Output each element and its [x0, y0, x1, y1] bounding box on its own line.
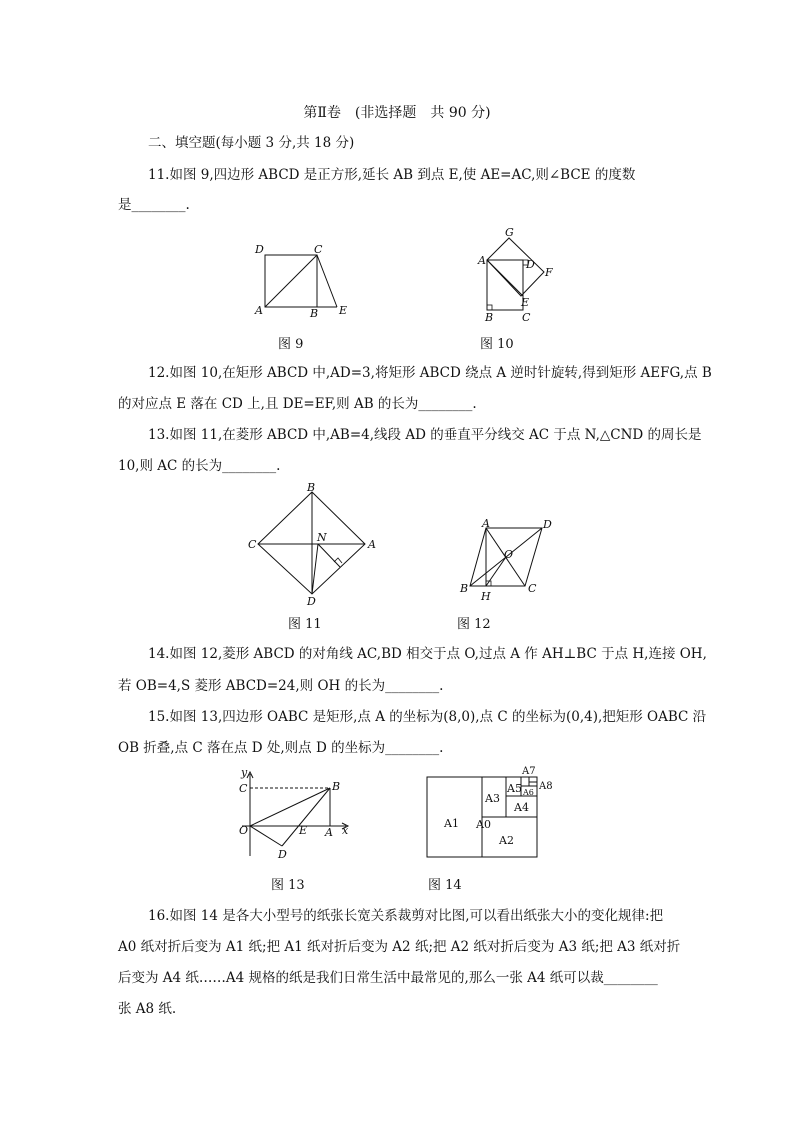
- fig9-label-d: D: [255, 243, 264, 256]
- figure-10: [472, 226, 562, 324]
- q11-line2: 是________.: [118, 197, 190, 213]
- fig14-label-a2: A2: [499, 834, 514, 847]
- fig14-label-a0: A0: [476, 818, 491, 831]
- fig12-caption: 图 12: [457, 617, 491, 632]
- fig13-caption: 图 13: [271, 878, 305, 893]
- fig10-label-c: C: [522, 311, 531, 324]
- fig14-label-a4: A4: [514, 801, 529, 814]
- fig14-label-a3: A3: [485, 792, 500, 805]
- fig13-label-c: C: [239, 782, 248, 795]
- fig14-label-a1: A1: [444, 817, 459, 830]
- fig10-label-e: E: [521, 296, 530, 309]
- fig11-label-d: D: [307, 595, 316, 606]
- figure-9: [250, 240, 360, 320]
- fig9-label-b: B: [310, 307, 319, 320]
- fig12-label-o: O: [504, 548, 514, 561]
- fig12-label-a: A: [482, 518, 490, 530]
- q12-line1: 12.如图 10,在矩形 ABCD 中,AD=3,将矩形 ABCD 绕点 A 逆时针旋转,得到矩形 AEFG,点 B: [148, 365, 712, 381]
- fig12-label-b: B: [460, 582, 469, 595]
- fig12-label-c: C: [528, 582, 537, 595]
- fig14-label-a8: A8: [539, 781, 553, 792]
- q12-line2: 的对应点 E 落在 CD 上,且 DE=EF,则 AB 的长为________.: [118, 396, 477, 412]
- q16-line3: 后变为 A4 纸……A4 规格的纸是我们日常生活中最常见的,那么一张 A4 纸可以裁________: [118, 970, 658, 986]
- fig10-label-g: G: [505, 226, 514, 239]
- q15-line2: OB 折叠,点 C 落在点 D 处,则点 D 的坐标为________.: [118, 740, 444, 756]
- fig9-caption: 图 9: [278, 337, 304, 352]
- fig13-label-b: B: [332, 780, 341, 793]
- fig14-caption: 图 14: [428, 878, 462, 893]
- fig13-label-o: O: [239, 824, 249, 837]
- fig11-label-c: C: [248, 538, 257, 551]
- q14-line2: 若 OB=4,S 菱形 ABCD=24,则 OH 的长为________.: [118, 678, 444, 694]
- fig10-label-d: D: [526, 258, 535, 271]
- figure-14: [420, 762, 560, 862]
- fig11-label-n: N: [317, 531, 327, 544]
- fig11-label-a: A: [368, 538, 376, 551]
- fig9-label-c: C: [314, 243, 323, 256]
- fig13-label-d: D: [278, 848, 287, 861]
- fig11-caption: 图 11: [288, 617, 322, 632]
- q13-line1: 13.如图 11,在菱形 ABCD 中,AB=4,线段 AD 的垂直平分线交 AC 于点 N,△CND 的周长是: [148, 427, 702, 443]
- fig13-label-y: y: [241, 766, 248, 779]
- fig13-label-a: A: [325, 826, 333, 839]
- fig13-label-x: x: [342, 824, 349, 837]
- fig14-label-a7: A7: [522, 766, 536, 777]
- fig9-label-a: A: [255, 304, 263, 317]
- fig10-label-f: F: [545, 266, 553, 279]
- figure-11: [244, 482, 382, 606]
- fig12-label-h: H: [481, 590, 491, 602]
- fig10-label-a: A: [478, 254, 486, 267]
- q16-line4: 张 A8 纸.: [118, 1001, 177, 1017]
- q16-line1: 16.如图 14 是各大小型号的纸张长宽关系裁剪对比图,可以看出纸张大小的变化规律:把: [148, 908, 664, 924]
- q14-line1: 14.如图 12,菱形 ABCD 的对角线 AC,BD 相交于点 O,过点 A 作 AH⊥BC 于点 H,连接 OH,: [148, 646, 707, 662]
- fig12-label-d: D: [543, 518, 552, 531]
- fig14-label-a6: A6: [523, 788, 534, 797]
- q15-line1: 15.如图 13,四边形 OABC 是矩形,点 A 的坐标为(8,0),点 C 的坐标为(0,4),把矩形 OABC 沿: [148, 709, 707, 725]
- fig10-caption: 图 10: [480, 337, 514, 352]
- figure-12: [455, 518, 565, 602]
- fig9-label-e: E: [339, 304, 348, 317]
- fig13-label-e: E: [299, 824, 308, 837]
- q16-line2: A0 纸对折后变为 A1 纸;把 A1 纸对折后变为 A2 纸;把 A2 纸对折后变为 A3 纸;把 A3 纸对折: [118, 939, 681, 955]
- q13-line2: 10,则 AC 的长为________.: [118, 458, 281, 474]
- fig14-label-a5: A5: [507, 782, 522, 795]
- figure-13: [230, 766, 360, 862]
- fig11-label-b: B: [307, 482, 316, 494]
- section-title: 第Ⅱ卷 (非选择题 共 90 分): [303, 105, 491, 121]
- q11-line1: 11.如图 9,四边形 ABCD 是正方形,延长 AB 到点 E,使 AE=AC,则∠BCE 的度数: [148, 167, 636, 183]
- section-heading: 二、填空题(每小题 3 分,共 18 分): [148, 135, 355, 151]
- fig10-label-b: B: [485, 311, 494, 324]
